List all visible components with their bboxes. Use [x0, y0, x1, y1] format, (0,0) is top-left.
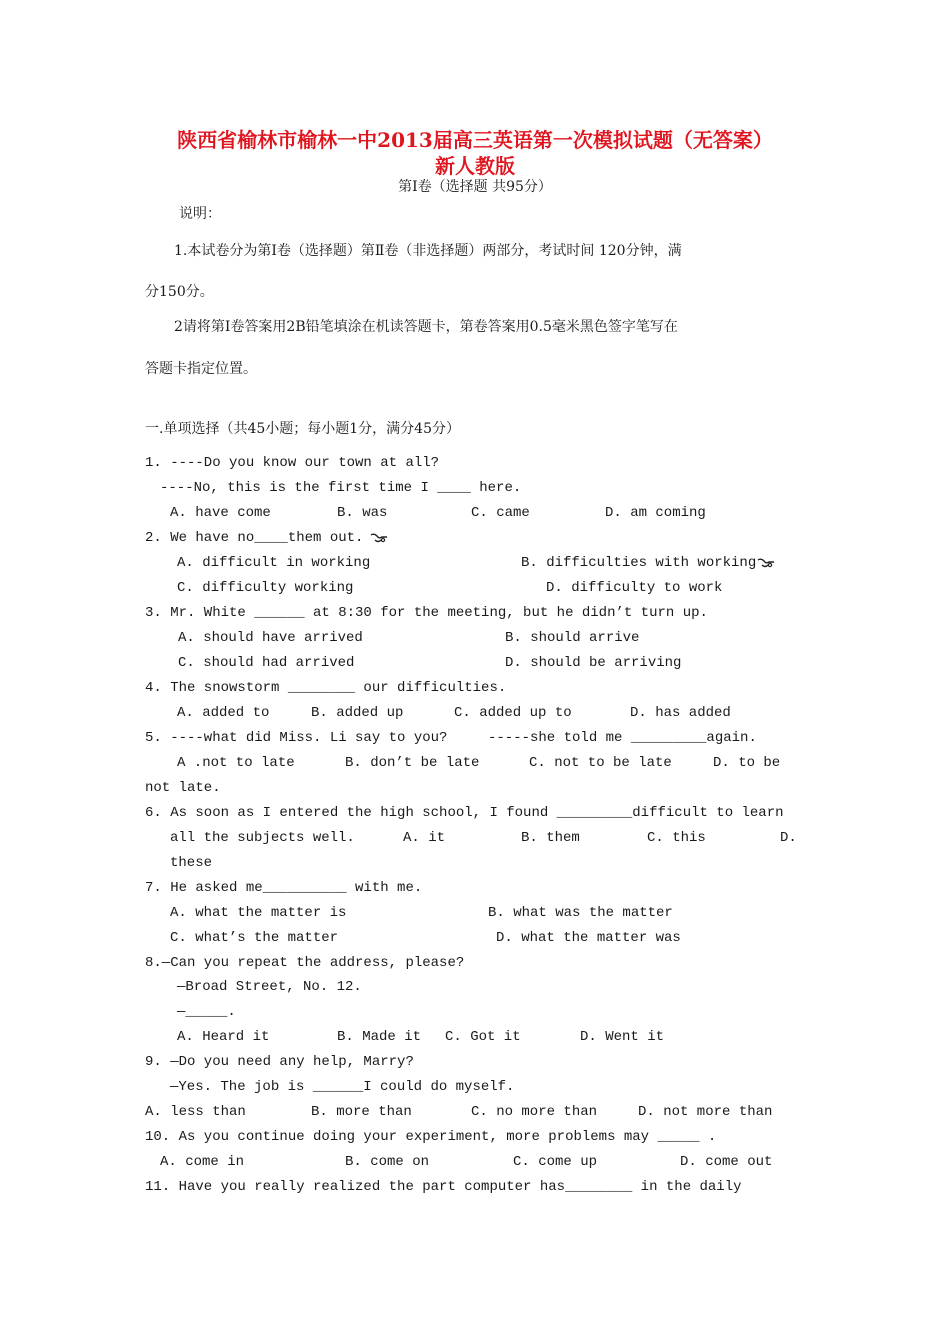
question-6-stem: 6. As soon as I entered the high school, I found _________difficult to learn — [145, 805, 784, 821]
option-6b: B. them — [521, 830, 580, 846]
instruction-item-1: 1.本试卷分为第Ⅰ卷（选择题）第Ⅱ卷（非选择题）两部分，考试时间 120分钟，满 — [174, 243, 682, 259]
question-4-stem: 4. The snowstorm ________ our difficulties. — [145, 680, 507, 696]
option-5d-cont: not late. — [145, 780, 221, 796]
option-8d: D. Went it — [580, 1029, 665, 1045]
option-3a: A. should have arrived — [178, 630, 363, 646]
option-5a: A .not to late — [177, 755, 295, 771]
option-6c: C. this — [647, 830, 706, 846]
question-9-stem: 9. —Do you need any help, Marry? — [145, 1054, 414, 1070]
option-5c: C. not to be late — [529, 755, 672, 771]
option-1b: B. was — [337, 505, 388, 521]
option-5d: D. to be — [713, 755, 781, 771]
question-8-reply: —Broad Street, No. 12. — [177, 979, 362, 995]
question-7-stem: 7. He asked me__________ with me. — [145, 880, 423, 896]
option-2c: C. difficulty working — [177, 580, 354, 596]
question-8-stem: 8.—Can you repeat the address, please? — [145, 955, 465, 971]
instruction-item-1-cont: 分150分。 — [145, 284, 214, 300]
option-6d: D. — [780, 830, 797, 846]
instruction-item-2-cont: 答题卡指定位置。 — [145, 361, 257, 377]
option-4a: A. added to — [177, 705, 270, 721]
option-4d: D. has added — [630, 705, 731, 721]
instructions-label: 说明： — [179, 206, 221, 222]
option-9c: C. no more than — [471, 1104, 598, 1120]
option-9d: D. not more than — [638, 1104, 773, 1120]
question-5-reply: -----she told me _________again. — [488, 730, 757, 746]
part-subtitle: 第Ⅰ卷（选择题 共95分） — [398, 179, 552, 195]
question-5-stem: 5. ----what did Miss. Li say to you? — [145, 730, 448, 746]
option-10a: A. come in — [160, 1154, 245, 1170]
document-title: 陕西省榆林市榆林一中2013届高三英语第一次模拟试题（无答案） — [177, 128, 773, 152]
section-heading: 一.单项选择（共45小题；每小题1分，满分45分） — [145, 421, 460, 437]
option-10c: C. come up — [513, 1154, 598, 1170]
option-9b: B. more than — [311, 1104, 412, 1120]
question-1-stem: 1. ----Do you know our town at all? — [145, 455, 440, 471]
question-2-stem: 2. We have no____them out. — [145, 530, 364, 546]
option-2d: D. difficulty to work — [546, 580, 723, 596]
option-3c: C. should had arrived — [178, 655, 355, 671]
option-2b: B. difficulties with working — [521, 555, 757, 571]
option-4b: B. added up — [311, 705, 404, 721]
question-8-blank: —_____. — [177, 1004, 236, 1020]
option-7b: B. what was the matter — [488, 905, 673, 921]
option-4c: C. added up to — [454, 705, 572, 721]
option-7c: C. what’s the matter — [170, 930, 339, 946]
option-8a: A. Heard it — [177, 1029, 270, 1045]
document-title-line2: 新人教版 — [435, 154, 515, 178]
option-1a: A. have come — [170, 505, 271, 521]
question-3-stem: 3. Mr. White ______ at 8:30 for the meeting, but he didn’t turn up. — [145, 605, 708, 621]
option-5b: B. don’t be late — [345, 755, 480, 771]
question-1-reply: ----No, this is the first time I ____ here. — [160, 480, 522, 496]
option-3d: D. should be arriving — [505, 655, 682, 671]
option-1c: C. came — [471, 505, 530, 521]
question-6-stem-cont: all the subjects well. — [170, 830, 355, 846]
option-10b: B. come on — [345, 1154, 430, 1170]
option-8b: B. Made it — [337, 1029, 422, 1045]
option-1d: D. am coming — [605, 505, 706, 521]
option-8c: C. Got it — [445, 1029, 521, 1045]
option-2a: A. difficult in working — [177, 555, 371, 571]
option-7a: A. what the matter is — [170, 905, 347, 921]
option-9a: A. less than — [145, 1104, 246, 1120]
option-10d: D. come out — [680, 1154, 773, 1170]
scribble-icon — [370, 532, 388, 544]
option-7d: D. what the matter was — [496, 930, 681, 946]
option-6d-cont: these — [170, 855, 213, 871]
option-3b: B. should arrive — [505, 630, 640, 646]
option-6a: A. it — [403, 830, 446, 846]
question-10-stem: 10. As you continue doing your experiment, more problems may _____ . — [145, 1129, 717, 1145]
instruction-item-2: 2请将第Ⅰ卷答案用2B铅笔填涂在机读答题卡，第卷答案用0.5毫米黑色签字笔写在 — [174, 319, 678, 335]
question-11-stem: 11. Have you really realized the part computer has________ in the daily — [145, 1179, 742, 1195]
scribble-icon — [757, 557, 775, 569]
question-9-reply: —Yes. The job is ______I could do myself. — [170, 1079, 515, 1095]
